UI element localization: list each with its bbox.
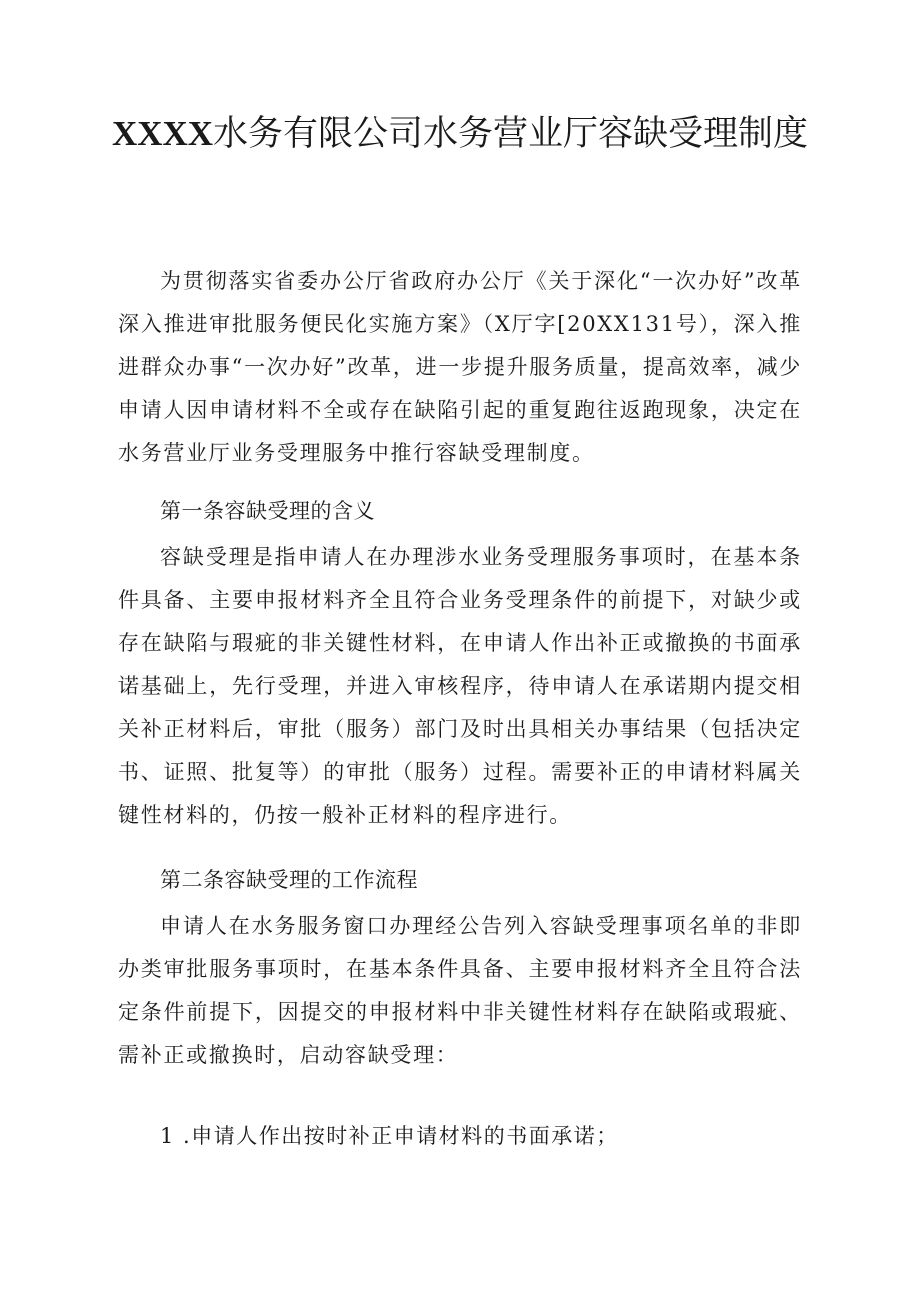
article1-body: 容缺受理是指申请人在办理涉水业务受理服务事项时，在基本条件具备、主要申报材料齐全且符合业务受理条件的前提下，对缺少或存在缺陷与瑕疵的非关键性材料，在申请人作出补正或撤换的书面承诺基础上，先行受理，并进入审核程序，待申请人在承诺期内提交相关补正材料后，审批（服务）部门及时出具相关办事结果（包括决定书、证照、批复等）的审批（服务）过程。需要补正的申请材料属关键性材料的，仍按一般补正材料的程序进行。 xyxy=(118,545,802,827)
list-item-1: 1 .申请人作出按时补正申请材料的书面承诺； xyxy=(160,1124,619,1148)
article2-body: 申请人在水务服务窗口办理经公告列入容缺受理事项名单的非即办类审批服务事项时，在基本条件具备、主要申报材料齐全且符合法定条件前提下，因提交的申报材料中非关键性材料存在缺陷或瑕疵、需补正或撤换时，启动容缺受理： xyxy=(118,914,802,1067)
title-chinese-part: 水务有限公司水务营业厅容缺受理制度 xyxy=(213,114,809,154)
intro-paragraph: 为贯彻落实省委办公厅省政府办公厅《关于深化“一次办好”改革深入推进审批服务便民化实施方案》（X厅字[20XX131号），深入推进群众办事“一次办好”改革，进一步提升服务质量，提高效率，减少申请人因申请材料不全或存在缺陷引起的重复跑往返跑现象，决定在水务营业厅业务受理服务中推行容缺受理制度。 xyxy=(118,269,802,465)
article1-heading: 第一条容缺受理的含义 xyxy=(160,499,375,523)
title-latin-part: XXXX xyxy=(111,114,214,153)
article2-heading: 第二条容缺受理的工作流程 xyxy=(160,868,418,892)
document-title xyxy=(110,110,810,158)
